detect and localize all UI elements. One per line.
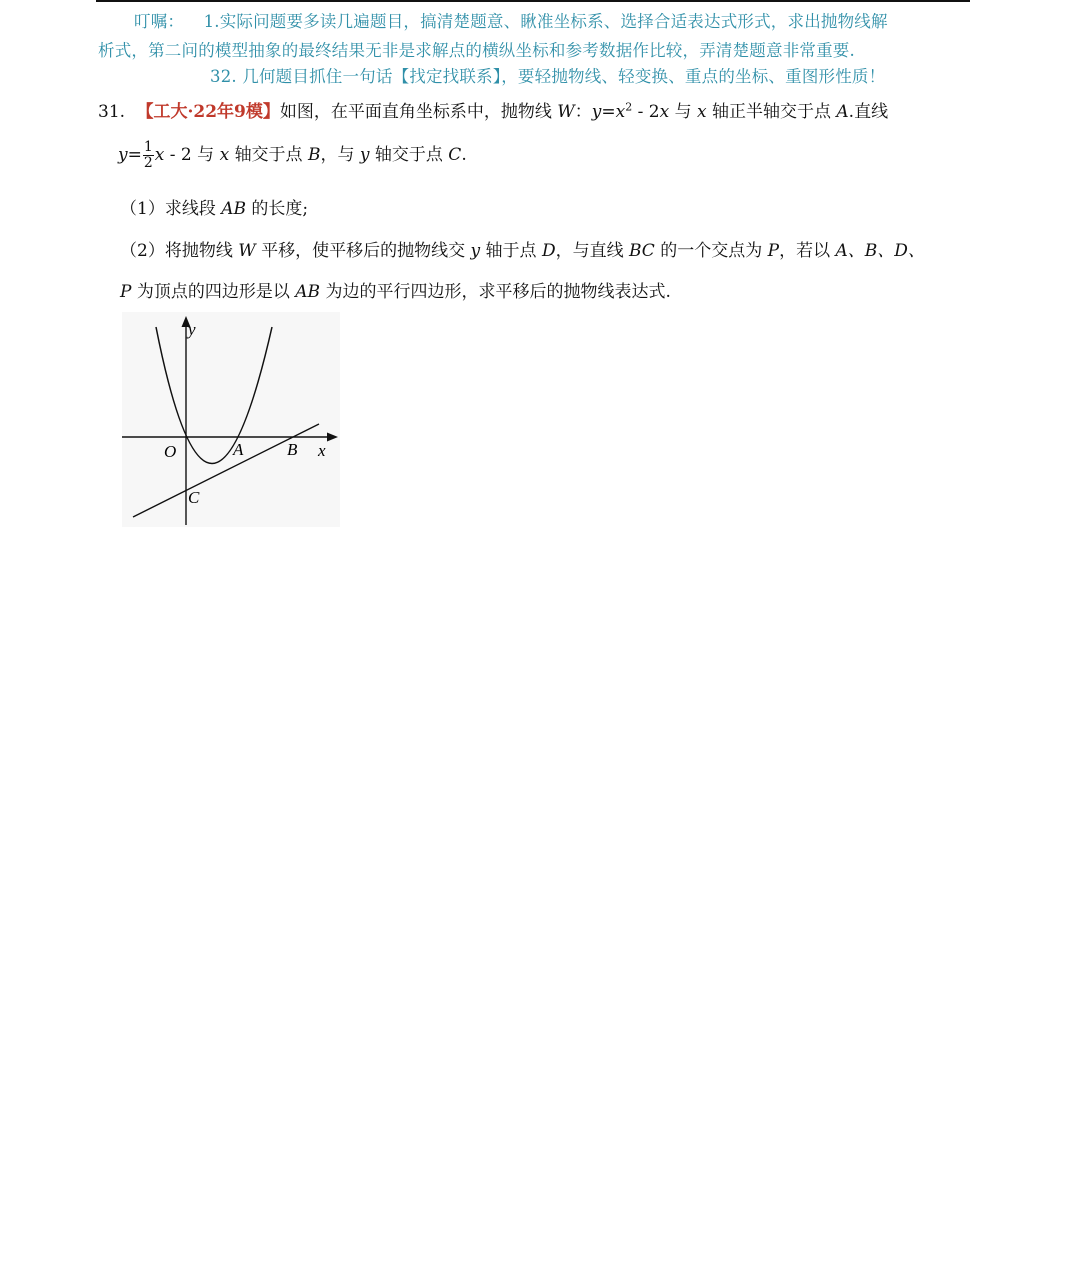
x-var: x [696,102,707,122]
question-part-2-line-1 [120,236,925,261]
part2-text: 轴于点 [485,241,537,261]
part1-text: 的长度; [251,199,309,219]
points-abd: A、B、D、 [835,241,925,261]
part2-text: 为边的平行四边形，求平移后的抛物线表达式. [325,282,671,302]
point-c: C [448,145,462,165]
part2-text: 平移，使平移后的抛物线交 [261,241,466,261]
label-y: y [188,320,196,339]
segment-ab: AB [221,199,247,219]
part2-text: ，与直线 [555,241,624,261]
fraction-denominator: 2 [143,155,153,171]
part2-text: （2）将抛物线 [120,241,233,261]
tip-1-text: 1.实际问题要多读几遍题目，搞清楚题意、瞅准坐标系、选择合适表达式形式，求出抛物线解 [203,12,888,31]
y-var: y [470,241,481,261]
stem-text: 轴交于点 [234,145,303,165]
eq-exponent: 2 [625,100,633,114]
tip-line-2: 析式，第二问的模型抽象的最终结果无非是求解点的横纵坐标和参考数据作比较，弄清楚题意非常重要. [98,41,855,60]
stem-text: 轴正半轴交于点 [711,102,831,122]
point-b: B [307,145,321,165]
label-c: C [188,488,200,507]
eq-x2: x [659,102,670,122]
point-p: P [767,241,780,261]
fraction-one-half [143,140,154,171]
parabola-name: W [238,241,256,261]
label-o: O [164,442,177,461]
coordinate-figure [110,310,350,535]
eq-rest: - 2 [632,102,660,122]
stem-text: 与 [197,145,215,165]
tip-label: 叮嘱： [134,12,185,31]
tip-line-3: 32. 几何题目抓住一句话【找定找联系】，要轻抛物线、轻变换、重点的坐标、重图形性质！ [210,67,886,86]
fraction-numerator: 1 [143,139,153,155]
part2-text: 的一个交点为 [660,241,763,261]
line-rest: - 2 [164,145,192,165]
y-var: y [359,145,370,165]
x-var: x [219,145,230,165]
point-a: A [836,102,849,122]
stem-text: 如图，在平面直角坐标系中，抛物线 [279,102,552,122]
label-x: x [318,441,326,460]
point-p: P [120,282,132,302]
line-equals: = [127,145,142,165]
eq-x: x [615,102,626,122]
eq-y: y [591,102,602,122]
segment-ab: AB [295,282,321,302]
part2-text: 为顶点的四边形是以 [136,282,290,302]
part1-text: （1）求线段 [120,199,216,219]
figure-background [122,312,340,527]
stem-text: 轴交于点 [374,145,443,165]
parabola-name: W [557,102,575,122]
tip-line-1 [134,8,888,32]
question-stem-line-2 [118,140,467,171]
question-part-1 [120,194,308,219]
label-b: B [287,440,298,459]
point-d: D [541,241,556,261]
question-number: 31. [98,102,126,122]
stem-text: . [461,145,467,165]
question-source: 【工大·22年9模】 [136,102,280,122]
question-part-2-line-2 [120,277,671,302]
stem-text: ，与 [320,145,355,165]
top-rule [96,0,970,2]
part2-text: ，若以 [779,241,831,261]
label-a: A [233,440,244,459]
line-y: y [118,145,128,165]
stem-text: 与 [674,102,692,122]
line-bc: BC [629,241,655,261]
line-x: x [154,145,165,165]
question-stem-line-1: 31. 【工大·22年9模】如图，在平面直角坐标系中，抛物线 W：$y=x^2 - 2x$ 与 x 轴正半轴交于点 A.直线 [98,100,889,122]
stem-text: .直线 [848,102,889,122]
eq-equals: = [601,102,616,122]
